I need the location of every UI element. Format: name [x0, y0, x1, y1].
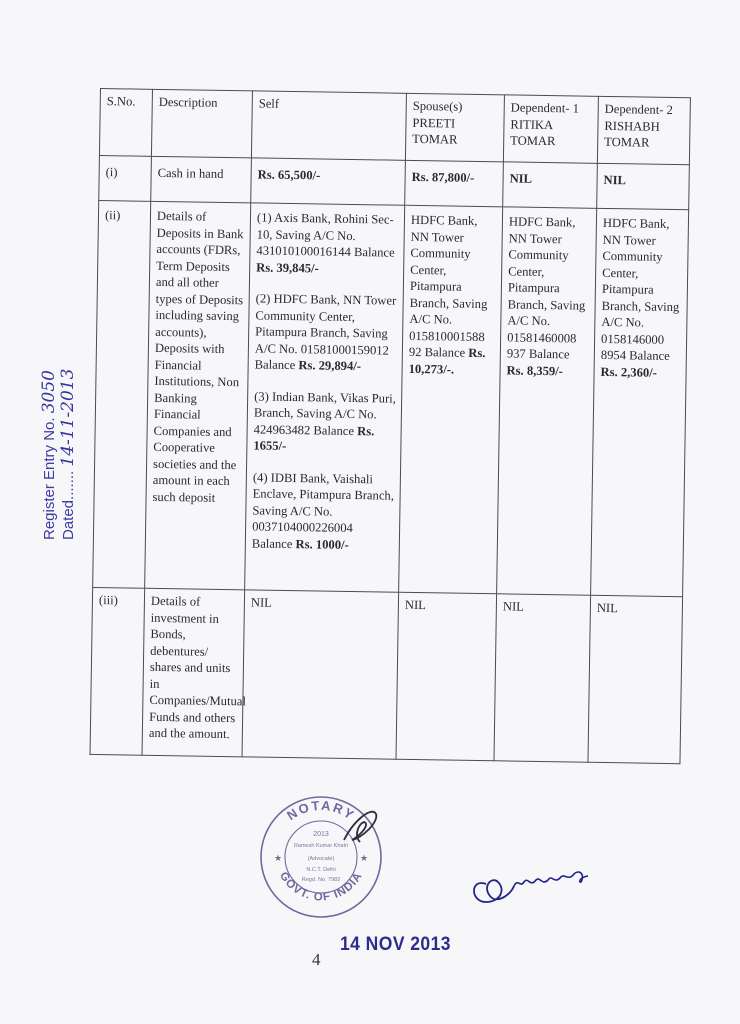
stamp-role: (Advocate): [307, 856, 335, 862]
self-deposit-4-amount: Rs. 1000/-: [295, 536, 349, 552]
register-entry-value: 3050: [39, 370, 59, 414]
self-deposit-1-text: (1) Axis Bank, Rohini Sec-10, Saving A/C No. 431010100016144 Balance: [256, 210, 395, 260]
header-sno: S.No.: [99, 89, 152, 157]
dep2-deposit-amount: Rs. 2,360/-: [600, 364, 658, 380]
stamp-star-left: ★: [274, 853, 283, 863]
self-deposit-3: [253, 388, 396, 456]
dep1-deposit-amount: Rs. 8,359/-: [506, 362, 564, 378]
header-self: Self: [251, 91, 406, 160]
self-deposit-1: [256, 209, 399, 277]
dep1-deposit-text: HDFC Bank, NN Tower Community Center, Pitampura Branch, Saving A/C No. 01581460008 937 Balance: [506, 214, 586, 362]
header-description: Description: [151, 89, 252, 158]
register-entry-stamp: [40, 310, 78, 540]
row1-sno: (i): [99, 155, 152, 201]
row1-description: Cash in hand: [151, 156, 252, 203]
self-deposit-1-amount: Rs. 39,845/-: [256, 259, 319, 275]
header-dependent-2: Dependent- 2 RISHABH TOMAR: [597, 96, 690, 164]
stamp-name: Ramesh Kumar Khatri: [293, 843, 349, 849]
self-deposit-4-text: (4) IDBI Bank, Vaishali Enclave, Pitampura Branch, Saving A/C No. 0037104000226004 Balance: [251, 469, 395, 551]
register-entry-line: [40, 310, 59, 540]
row3-spouse: NIL: [396, 592, 497, 761]
row1-self: Rs. 65,500/-: [251, 158, 406, 205]
table-header-row: [99, 89, 690, 165]
stamp-place: N.C.T. Delhi: [306, 867, 336, 873]
stamp-regd: Regd. No. 7982: [301, 877, 341, 883]
self-deposit-2-amount: Rs. 29,894/-: [298, 358, 362, 374]
row2-description: Details of Deposits in Bank accounts (FDRs, Term Deposits and all other types of Deposits including saving accounts), Deposits with Financial Institutions, Non Banking Financial Companies and Cooperative societies and the amount in each such deposit: [145, 201, 251, 590]
register-dated-value: 14-11-2013: [58, 368, 78, 467]
row2-self: [245, 203, 405, 592]
self-deposit-3-text: (3) Indian Bank, Vikas Puri, Branch, Saving A/C No. 424963482 Balance: [253, 388, 397, 438]
row2-sno: (ii): [93, 200, 151, 588]
spouse-deposit-amount: Rs. 10,273/-.: [408, 345, 486, 377]
self-deposit-2: [255, 290, 398, 375]
row1-dependent-2: NIL: [597, 163, 690, 209]
register-dated-line: Dated....... 14-11-2013: [58, 368, 78, 540]
row3-dependent-1: NIL: [494, 594, 591, 762]
header-spouse: Spouse(s) PREETI TOMAR: [405, 93, 504, 162]
stamp-top-text: NOTARY: [284, 797, 358, 824]
stamp-bottom-text: GOVT. OF INDIA: [276, 870, 366, 904]
row2-dependent-1: [497, 207, 597, 595]
self-deposit-3-amount: Rs. 1655/-: [253, 423, 375, 453]
row3-dependent-2: NIL: [588, 595, 683, 763]
page-number: 4: [312, 950, 321, 969]
spouse-deposit-text: HDFC Bank, NN Tower Community Center, Pitampura Branch, Saving A/C No. 015810001588 92 Balance: [408, 212, 488, 360]
header-dependent-1: Dependent- 1 RITIKA TOMAR: [503, 95, 598, 163]
stamp-star-right: ★: [360, 853, 369, 863]
row1-spouse: Rs. 87,800/-: [405, 160, 504, 207]
register-entry-label: Register Entry No.: [41, 417, 58, 540]
register-dated-label: Dated: [60, 499, 77, 540]
self-deposit-2-text: (2) HDFC Bank, NN Tower Community Center, Pitampura Branch, Saving A/C No. 01581000159012 Balance: [254, 291, 397, 373]
table-row-deposits: [93, 200, 689, 596]
table-row-investments: [90, 587, 683, 763]
handwritten-signature: [466, 852, 598, 908]
row2-dependent-2: [591, 208, 689, 596]
dep2-deposit-text: HDFC Bank, NN Tower Community Center, Pitampura Branch, Saving A/C No. 0158146000 8954 Balance: [600, 215, 680, 363]
row3-self: NIL: [242, 590, 399, 759]
notary-seal-stamp: [258, 794, 384, 920]
date-stamp: 14 NOV 2013: [340, 934, 451, 955]
row3-description: Details of investment in Bonds, debentures/ shares and units in Companies/Mutual Funds and others and the amount.: [142, 588, 245, 757]
row2-spouse: [399, 205, 503, 593]
row3-sno: (iii): [90, 587, 145, 755]
row1-dependent-1: NIL: [503, 162, 598, 208]
self-deposit-4: [252, 469, 395, 554]
assets-table: [90, 88, 690, 764]
stamp-year: 2013: [313, 831, 329, 838]
